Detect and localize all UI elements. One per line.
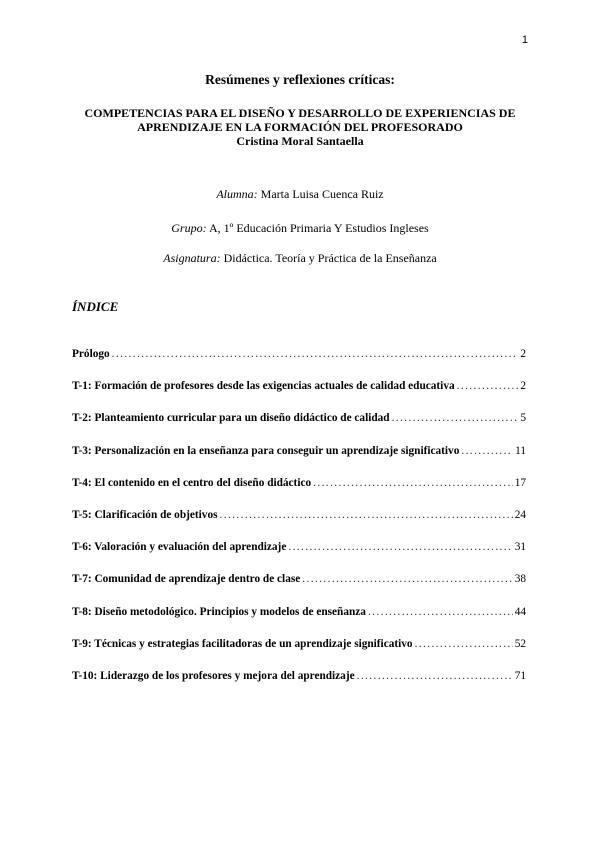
toc-entry-page: 31	[514, 541, 526, 554]
toc-leader	[313, 477, 513, 489]
toc-leader	[288, 541, 512, 553]
toc-leader	[220, 509, 513, 521]
group-label: Grupo:	[171, 221, 207, 235]
toc-entry-page: 11	[515, 444, 526, 457]
toc-entry-title: T-2: Planteamiento curricular para un diseño didáctico de calidad	[72, 412, 390, 425]
table-of-contents	[72, 348, 526, 702]
toc-entry-page: 2	[520, 348, 526, 360]
student-value: Marta Luisa Cuenca Ruiz	[260, 187, 384, 201]
toc-entry-page: 2	[520, 380, 526, 393]
toc-entry-page: 17	[514, 476, 526, 489]
toc-entry	[72, 509, 526, 541]
toc-entry-title: T-5: Clarificación de objetivos	[72, 508, 218, 521]
toc-leader	[415, 638, 513, 650]
toc-entry	[72, 606, 526, 638]
toc-entry-title: T-1: Formación de profesores desde las exigencias actuales de calidad educativa	[72, 380, 455, 393]
toc-entry	[72, 541, 526, 573]
toc-leader	[461, 445, 513, 457]
index-heading: ÍNDICE	[72, 299, 119, 314]
subject-value: Didáctica. Teoría y Práctica de la Enseñanza	[223, 251, 437, 265]
toc-entry-title: Prólogo	[72, 348, 110, 360]
toc-entry-page: 44	[514, 605, 526, 618]
toc-entry	[72, 348, 526, 380]
toc-leader	[457, 380, 519, 392]
toc-entry	[72, 638, 526, 670]
title-line-2: APRENDIZAJE EN LA FORMACIÓN DEL PROFESORADO	[137, 120, 463, 134]
student-line	[0, 187, 600, 202]
subject-line	[0, 251, 600, 266]
toc-entry-title: T-7: Comunidad de aprendizaje dentro de clase	[72, 573, 301, 586]
group-value: A, 1º Educación Primaria Y Estudios Ingleses	[208, 221, 429, 235]
page-number: 1	[521, 34, 528, 46]
group-line	[0, 221, 600, 236]
toc-entry	[72, 380, 526, 412]
toc-entry-title: T-6: Valoración y evaluación del aprendizaje	[72, 541, 287, 554]
document-heading: Resúmenes y reflexiones críticas:	[205, 72, 395, 87]
toc-entry-page: 52	[514, 637, 526, 650]
toc-leader	[368, 606, 513, 618]
toc-entry-title: T-10: Liderazgo de los profesores y mejora del aprendizaje	[72, 669, 355, 682]
toc-leader	[357, 670, 513, 682]
toc-entry-page: 24	[514, 508, 526, 521]
toc-leader	[392, 412, 519, 424]
toc-entry-title: T-8: Diseño metodológico. Principios y modelos de enseñanza	[72, 605, 366, 618]
toc-entry-title: T-4: El contenido en el centro del diseño didáctico	[72, 476, 312, 489]
toc-entry	[72, 477, 526, 509]
toc-entry-page: 71	[514, 669, 526, 682]
toc-entry-page: 38	[514, 573, 526, 586]
toc-entry-title: T-3: Personalización en la enseñanza para conseguir un aprendizaje significativo	[72, 444, 460, 457]
student-label: Alumna:	[216, 187, 258, 201]
toc-entry	[72, 412, 526, 444]
toc-leader	[302, 573, 512, 585]
author-name: Cristina Moral Santaella	[236, 134, 364, 148]
toc-entry-title: T-9: Técnicas y estrategias facilitadoras de un aprendizaje significativo	[72, 637, 413, 650]
title-block	[72, 106, 528, 148]
toc-leader	[112, 348, 519, 360]
toc-entry-page: 5	[520, 412, 526, 425]
subject-label: Asignatura:	[163, 251, 221, 265]
title-line-1: COMPETENCIAS PARA EL DISEÑO Y DESARROLLO DE EXPERIENCIAS DE	[84, 106, 516, 120]
toc-entry	[72, 573, 526, 605]
toc-entry	[72, 670, 526, 702]
toc-entry	[72, 445, 526, 477]
